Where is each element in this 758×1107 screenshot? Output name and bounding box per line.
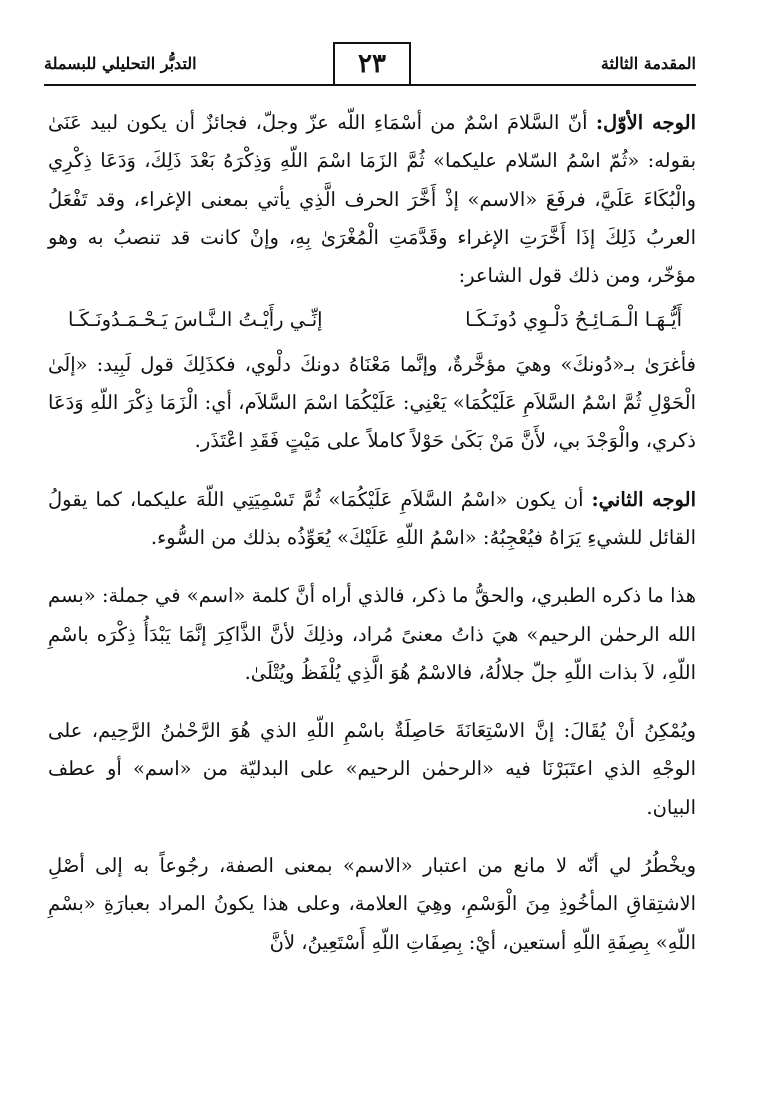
paragraph-gap [48, 692, 696, 712]
paragraph-gap [48, 461, 696, 481]
chapter-title: المقدمة الثالثة [600, 54, 696, 73]
verse-first-hemistich: أَيُّـهَـا الْـمَـائِـحُ دَلْـوِي دُونَـكَـا [465, 308, 682, 332]
page-number-box [333, 42, 411, 84]
paragraph-istiana [48, 712, 696, 827]
paragraph-text: ويخْطُرُ لي أنّه لا مانع من اعتبار «الاسم» بمعنى الصفة، رجُوعاً به إلى أصْلِ الاشتِقاقِ المأخُوذِ مِنَ الْوَسْمِ، وهِيَ العلامة، وعلى هذا يكونُ المراد بعبارَةِ «بسْمِ اللّهِ» بِصِفَةِ اللّهِ أستعين، أيْ: بِصِفَاتِ اللّهِ أَسْتَعِينُ، لأنَّ [48, 854, 696, 954]
running-header [44, 42, 696, 86]
paragraph-sifa [48, 847, 696, 962]
paragraph-text: أن يكون «اسْمُ السَّلاَمِ عَلَيْكُمَا» ثُمَّ تَسْمِيَتِي اللّهَ عليكما، كما يقولُ القائل للشيءِ يَرَاهُ فيُعْجِبُهُ: «اسْمُ اللّهِ عَلَيْكَ» يُعَوِّذُه بذلك من السُّوء. [48, 487, 696, 549]
verse-second-hemistich: إنِّـي رأَيْـتُ الـنَّـاسَ يَـحْـمَـدُونَـكَـا [68, 308, 323, 332]
page-body [48, 104, 696, 962]
book-title: التدبُّر التحليلي للبسملة [44, 54, 197, 73]
second-aspect-label: الوجه الثاني: [591, 487, 696, 511]
header-rule [44, 84, 696, 86]
first-aspect-label: الوجه الأوّل: [595, 111, 697, 134]
paragraph-text: ويُمْكِنُ أنْ يُقَالَ: إنَّ الاسْتِعَانَةَ حَاصِلَةٌ باسْمِ اللّهِ الذي هُوَ الرَّحْمٰنُ الرَّحِيم، على الوجْهِ الذي اعتَبَرْنَا فيه «الرحمٰن الرحيم» على البدليّة من «اسم» أو عطف البيان. [48, 719, 696, 819]
paragraph-text: فأغرَىٰ بـ«دُونكَ» وهيَ مؤخَّرةٌ، وإنَّما مَعْنَاهُ دونكَ دلْوي، فكذَلِكَ قول لَبِيد: «إلَىٰ الْحَوْلِ ثُمَّ اسْمُ السَّلاَمِ عَلَيْكُمَا» يَعْنِي: عَلَيْكُمَا اسْمَ السَّلاَم، أي: الْزَمَا ذِكْرَ اللّهِ وَدَعَا ذكري، والْوَجْدَ بي، لأَنَّ مَنْ بَكَىٰ حَوْلاً كاملاً على مَيْتٍ فَقَدِ اعْتَذَر. [48, 352, 696, 453]
paragraph-author-opinion [48, 577, 696, 692]
paragraph-text: هذا ما ذكره الطبري، والحقُّ ما ذكر، فالذي أراه أنَّ كلمة «اسم» في جملة: «بسم الله الرحمٰن الرحيم» هيَ ذاتُ معنىً مُراد، وذلِكَ لأنَّ الذَّاكِرَ إنَّمَا يَبْدَأُ ذِكْرَه باسْمِ اللّهِ، لاَ بذات اللّهِ جلّ جلالُهُ، فالاسْمُ هُوَ الَّذِي يُلْفَظُ ويُتْلَىٰ. [48, 584, 696, 684]
paragraph-commentary [48, 346, 696, 461]
paragraph-gap [48, 827, 696, 847]
poetry-verse [68, 301, 682, 339]
paragraph-text: أنّ السَّلامَ اسْمٌ من أسْمَاءِ اللّه عزّ وجلّ، فجائزٌ أن يكون لبيد عَنَىٰ بقوله: «ثُمّ اسْمُ السّلام عليكما» ثُمَّ الزَمَا اسْمَ اللّهِ وَذِكْرَهُ بَعْدَ ذَلِكَ، وَدَعَا ذِكْرِي والْبُكَاءَ عَلَيَّ، فرفَعَ «الاسم» إذْ أَخَّرَ الحرف الَّذِي يأتي بمعنى الإغراء، وقد تَفْعَلُ العربُ ذَلِكَ إذَا أَخَّرَتِ الإغراء وقَدَّمَتِ الْمُغْرَىٰ بِهِ، وإنْ كانت قد تنصبُ به وهو مؤخّر، ومن ذلك قول الشاعر: [48, 111, 696, 288]
page-number: ٢٣ [358, 49, 386, 79]
paragraph-first-aspect [48, 104, 696, 295]
paragraph-gap [48, 557, 696, 577]
paragraph-second-aspect [48, 481, 696, 558]
